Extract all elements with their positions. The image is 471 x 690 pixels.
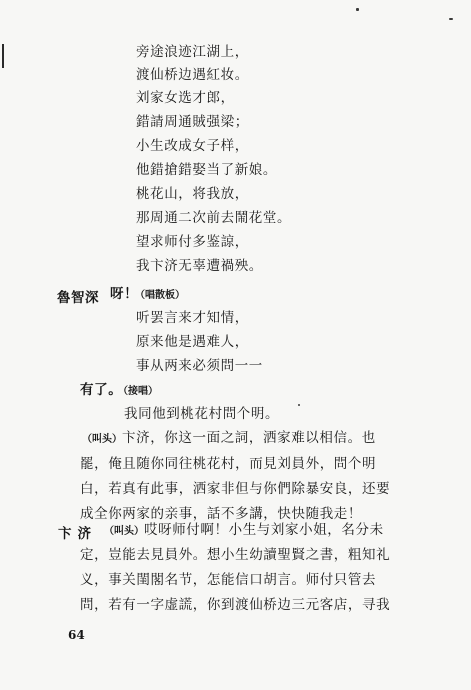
verse-line: 渡仙桥边遇紅妆。 [136, 67, 249, 83]
prose-line: 白，若真有此事，洒家非但与你們除暴安良，还要 [80, 481, 391, 497]
verse-line: 他錯搶錯娶当了新娘。 [136, 162, 277, 178]
prose-line: 卞济，你这一面之詞，洒家难以相信。也 [122, 430, 376, 446]
prose-line: 成全你两家的亲事，話不多講，快快随我走！ [80, 506, 362, 522]
stage-direction: （叫头） [82, 434, 122, 445]
verse-line: 錯請周通賊强梁； [136, 114, 249, 130]
stage-direction: （叫头） [104, 526, 144, 537]
interjection: 呀！ [110, 286, 139, 302]
prose-line: 哎呀师付啊！小生与刘家小姐，名分未 [144, 522, 384, 538]
verse-line: 小生改成女子样， [136, 138, 249, 154]
stage-direction: （接唱） [118, 386, 158, 397]
prose-line: 义，事关閨閣名节，怎能信口胡言。师付只管去 [80, 572, 377, 588]
speck [298, 404, 300, 406]
stage-direction: （唱散板） [135, 290, 185, 301]
exclamation: 有了。 [80, 382, 123, 398]
verse-line: 刘家女选才郎， [136, 90, 235, 106]
speck [356, 8, 359, 11]
verse-line: 那周通二次前去鬧花堂。 [136, 210, 292, 226]
page-number: 64 [68, 628, 85, 642]
speck [449, 18, 453, 20]
prose-line: 罷，俺且随你同往桃花村，而見刘員外，問个明 [80, 456, 377, 472]
verse-line: 我同他到桃花村問个明。 [124, 406, 280, 422]
margin-mark [2, 44, 4, 68]
verse-line: 桃花山，将我放， [136, 186, 249, 202]
verse-line: 我卞济无辜遭禍殃。 [136, 258, 263, 274]
speaker-bian-ji: 卞济 [58, 526, 97, 542]
verse-line: 听罢言来才知情， [136, 310, 249, 326]
verse-line: 原来他是遇难人， [136, 334, 249, 350]
verse-line: 事从两来必须問一一 [136, 358, 263, 374]
verse-line: 旁途浪迹江湖上， [136, 44, 249, 60]
prose-line: 定，豈能去見員外。想小生幼讀聖賢之書，粗知礼 [80, 547, 391, 563]
speaker-lu-zhishen: 魯智深 [57, 290, 99, 306]
verse-line: 望求师付多鉴諒， [136, 234, 249, 250]
prose-line: 問，若有一字虚謊，你到渡仙桥边三元客店，寻我 [80, 597, 391, 613]
